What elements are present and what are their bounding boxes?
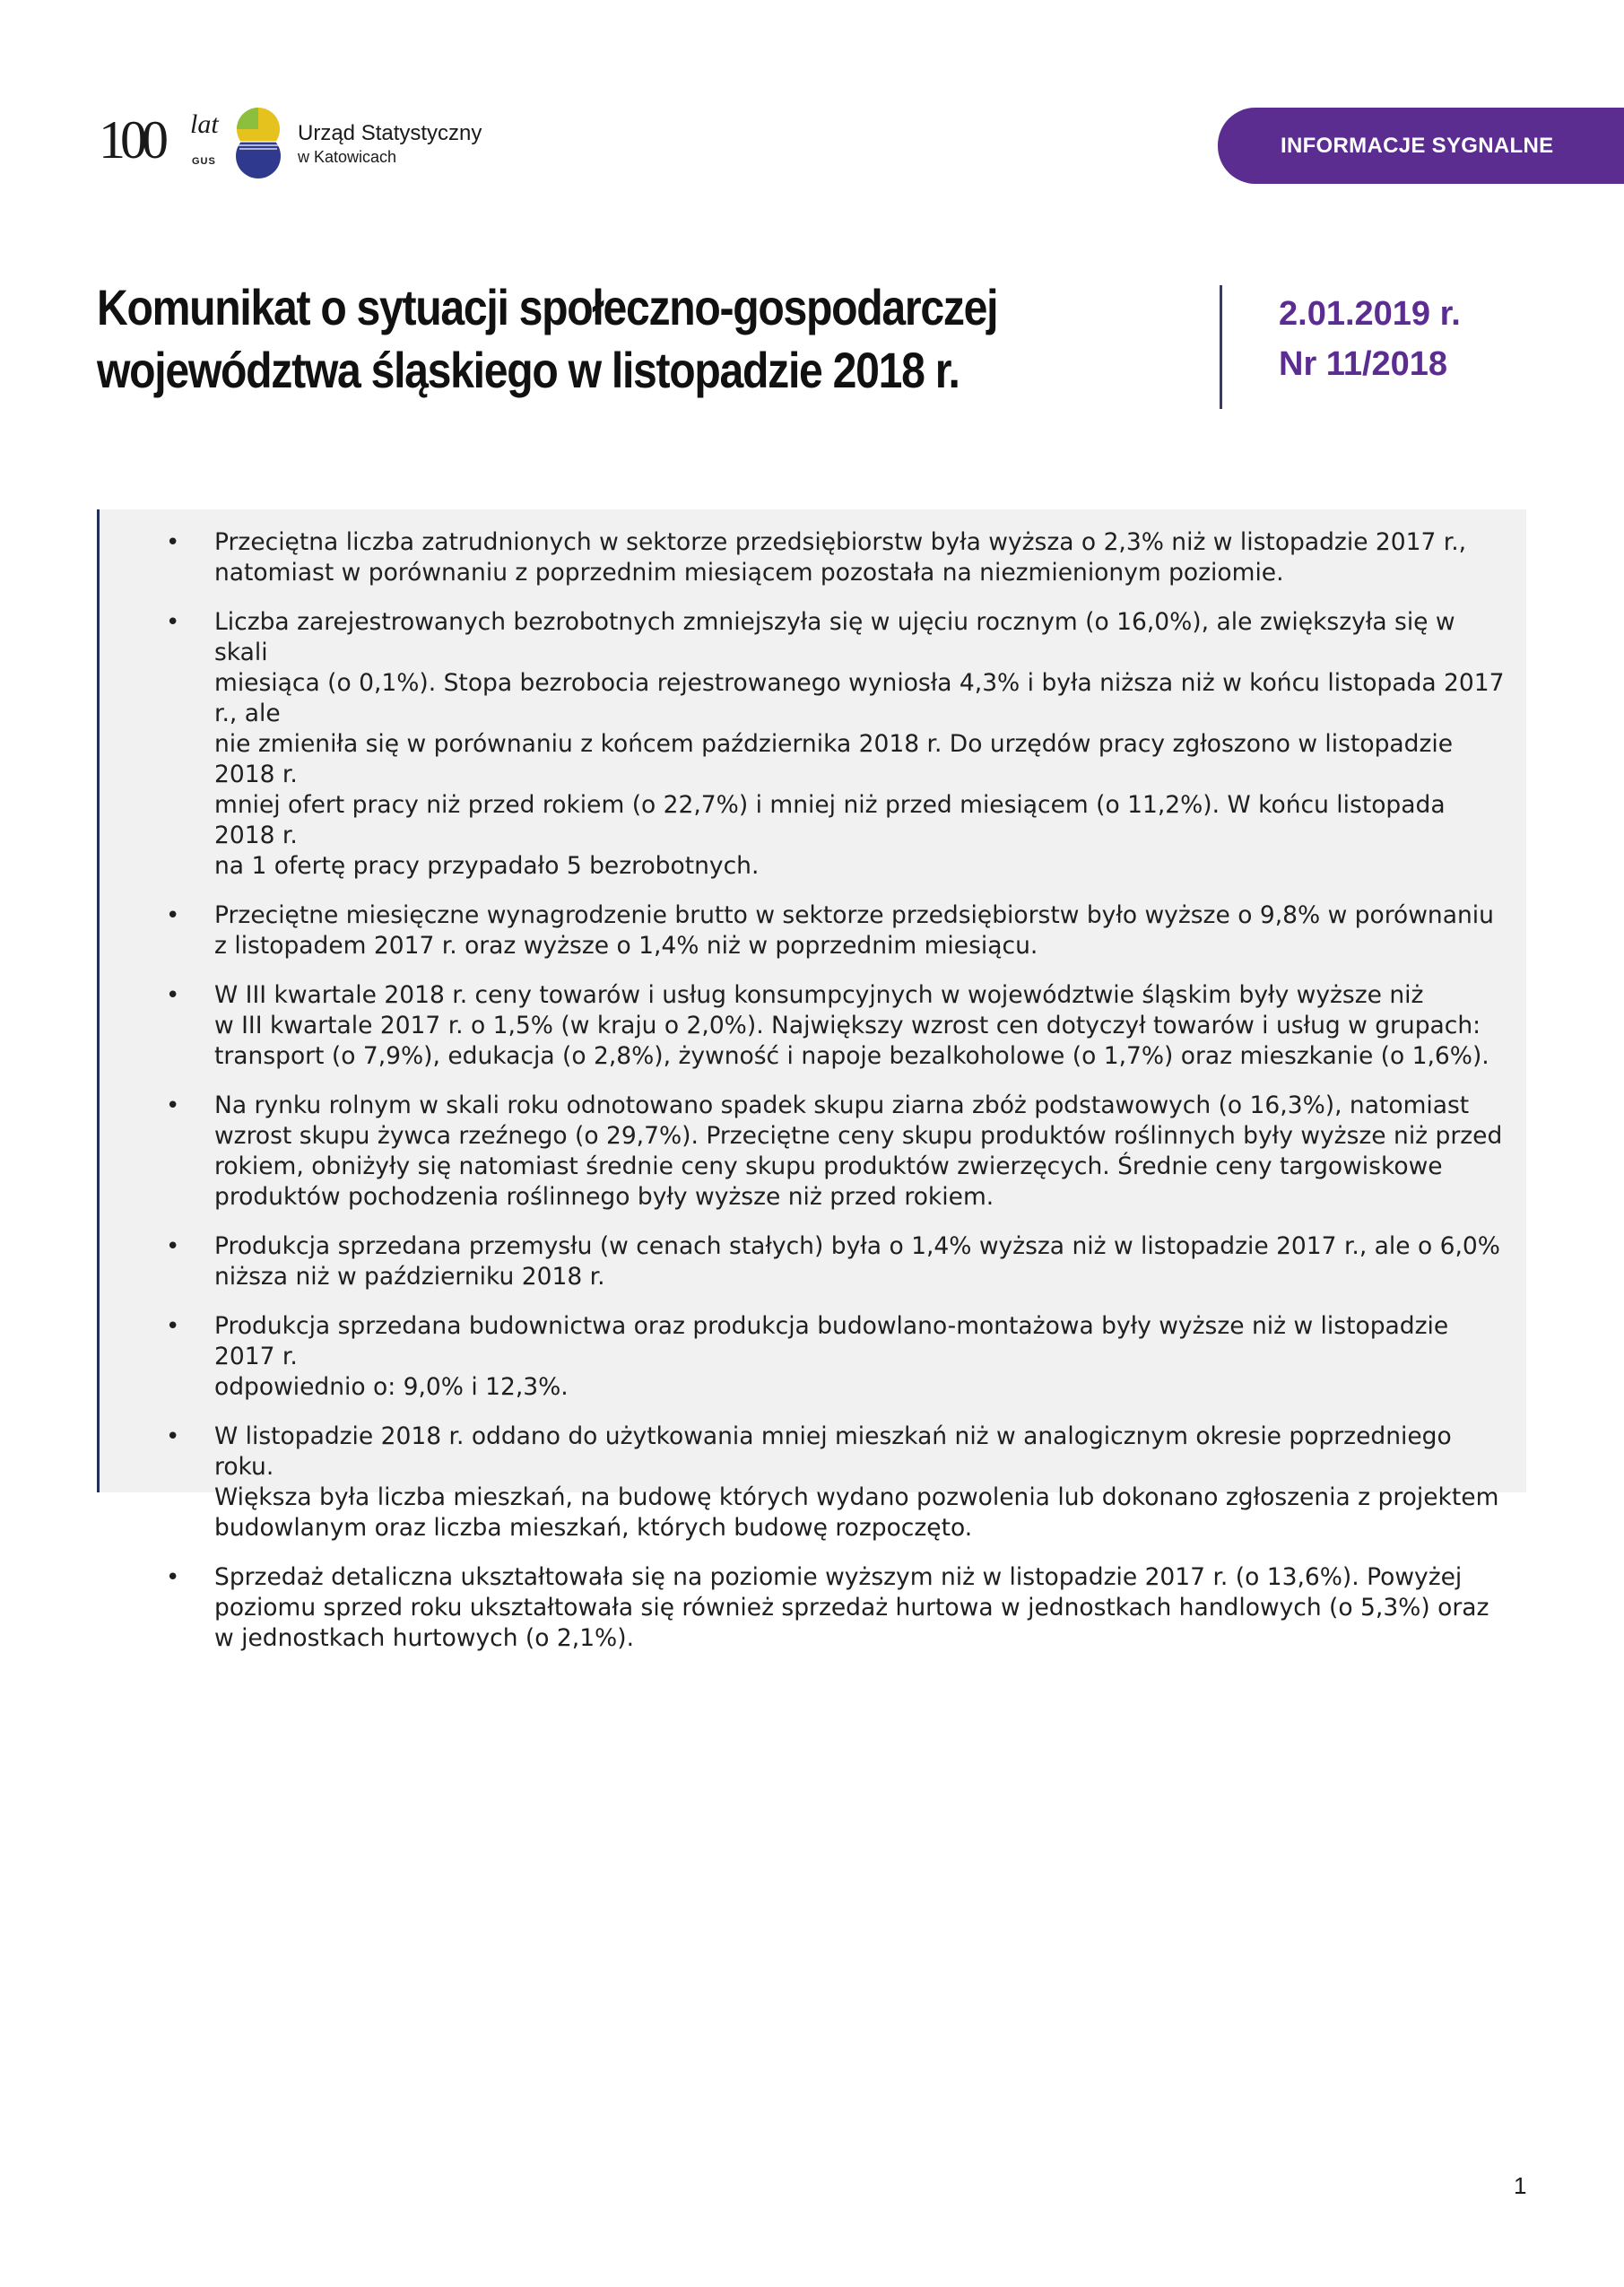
summary-item [100,527,1526,588]
bullet-icon: • [166,1313,180,1340]
centenary-logo [97,100,231,187]
bullet-icon: • [166,1564,180,1591]
logo-gus: GUS [192,156,216,167]
summary-item-line: niższa niż w październiku 2018 r. [214,1263,605,1291]
summary-item-line: Przeciętna liczba zatrudnionych w sektorze przedsiębiorstw była wyższa o 2,3% niż w listopadzie 2017 r., [214,528,1467,556]
bullet-icon: • [166,529,180,556]
publication-meta [1279,289,1461,389]
bullet-icon: • [166,902,180,929]
summary-item [100,607,1526,882]
summary-item-line: Na rynku rolnym w skali roku odnotowano spadek skupu ziarna zbóż podstawowych (o 16,3%), natomiast [214,1091,1470,1119]
summary-item [100,980,1526,1072]
bullet-icon: • [166,1233,180,1260]
summary-list [100,509,1526,1654]
publication-date: 2.01.2019 r. [1279,295,1461,333]
bullet-icon: • [166,609,180,636]
summary-item-line: na 1 ofertę pracy przypadało 5 bezrobotnych. [214,852,760,880]
summary-item-line: w III kwartale 2017 r. o 1,5% (w kraju o 2,0%). Największy wzrost cen dotyczył towarów i usług w grupach: [214,1012,1481,1039]
badge-label: INFORMACJE SYGNALNE [1281,133,1554,158]
summary-item [100,1311,1526,1403]
summary-item-line: budowlanym oraz liczba mieszkań, których budowę rozpoczęto. [214,1514,973,1542]
summary-item-line: wzrost skupu żywca rzeźnego (o 29,7%). Przeciętne ceny skupu produktów roślinnych były wyższe niż przed [214,1122,1503,1150]
office-name-block [298,120,482,167]
statistics-office-emblem-icon [231,106,285,181]
summary-item [100,900,1526,961]
publication-issue: Nr 11/2018 [1279,345,1448,383]
summary-box [97,509,1526,1652]
logo-lat: lat [190,109,219,139]
logo-number: 100 [99,110,163,170]
summary-item-line: Produkcja sprzedana budownictwa oraz produkcja budowlano-montażowa były wyższe niż w listopadzie 2017 r. [214,1312,1449,1370]
summary-item-line: miesiąca (o 0,1%). Stopa bezrobocia rejestrowanego wyniosła 4,3% i była niższa niż w końcu listopada 2017 r., ale [214,669,1505,727]
bullet-icon: • [166,1423,180,1450]
summary-item-line: Produkcja sprzedana przemysłu (w cenach stałych) była o 1,4% wyższa niż w listopadzie 2017 r., ale o 6,0% [214,1232,1500,1260]
logo [97,100,482,187]
page-number: 1 [1514,2172,1527,2199]
summary-item-line: Większa była liczba mieszkań, na budowę których wydano pozwolenia lub dokonano zgłoszenia z projektem [214,1483,1499,1511]
summary-item-line: z listopadem 2017 r. oraz wyższe o 1,4% niż w poprzednim miesiącu. [214,932,1038,960]
summary-item-line: w jednostkach hurtowych (o 2,1%). [214,1624,634,1652]
signal-information-badge [1218,108,1624,184]
summary-item-line: natomiast w porównaniu z poprzednim miesiącem pozostała na niezmienionym poziomie. [214,559,1284,587]
summary-item [100,1231,1526,1292]
summary-item-line: produktów pochodzenia roślinnego były wyższe niż przed rokiem. [214,1183,994,1211]
summary-item-line: Sprzedaż detaliczna ukształtowała się na poziomie wyższym niż w listopadzie 2017 r. (o 13,6%). Powyżej [214,1563,1463,1591]
summary-item-line: transport (o 7,9%), edukacja (o 2,8%), żywność i napoje bezalkoholowe (o 1,7%) oraz mieszkanie (o 1,6%). [214,1042,1489,1070]
office-name: Urząd Statystyczny [298,121,482,145]
summary-item-line: odpowiednio o: 9,0% i 12,3%. [214,1373,569,1401]
page-title [97,276,1022,402]
summary-item-line: W III kwartale 2018 r. ceny towarów i usług konsumpcyjnych w województwie śląskim były wyższe niż [214,981,1424,1009]
summary-item-line: W listopadzie 2018 r. oddano do użytkowania mniej mieszkań niż w analogicznym okresie poprzedniego roku. [214,1422,1452,1481]
summary-item [100,1091,1526,1213]
summary-item-line: mniej ofert pracy niż przed rokiem (o 22,7%) i mniej niż przed miesiącem (o 11,2%). W końcu listopada 2018 r. [214,791,1446,849]
summary-item-line: nie zmieniła się w porównaniu z końcem października 2018 r. Do urzędów pracy zgłoszono w listopadzie 2018 r. [214,730,1454,788]
title-divider [1220,285,1222,409]
summary-item-line: Liczba zarejestrowanych bezrobotnych zmniejszyła się w ujęciu rocznym (o 16,0%), ale zwiększyła się w skali [214,608,1455,666]
bullet-icon: • [166,982,180,1009]
office-city: w Katowicach [298,148,397,166]
title-line-2: województwa śląskiego w listopadzie 2018 r. [97,342,960,398]
summary-item-line: rokiem, obniżyły się natomiast średnie ceny skupu produktów zwierzęcych. Średnie ceny targowiskowe [214,1152,1443,1180]
summary-item [100,1422,1526,1544]
summary-item-line: poziomu sprzed roku ukształtowała się również sprzedaż hurtowa w jednostkach handlowych (o 5,3%) oraz [214,1594,1489,1622]
summary-item-line: Przeciętne miesięczne wynagrodzenie brutto w sektorze przedsiębiorstw było wyższe o 9,8% w porównaniu [214,901,1494,929]
bullet-icon: • [166,1092,180,1119]
summary-item [100,1562,1526,1654]
title-line-1: Komunikat o sytuacji społeczno-gospodarczej [97,279,998,335]
